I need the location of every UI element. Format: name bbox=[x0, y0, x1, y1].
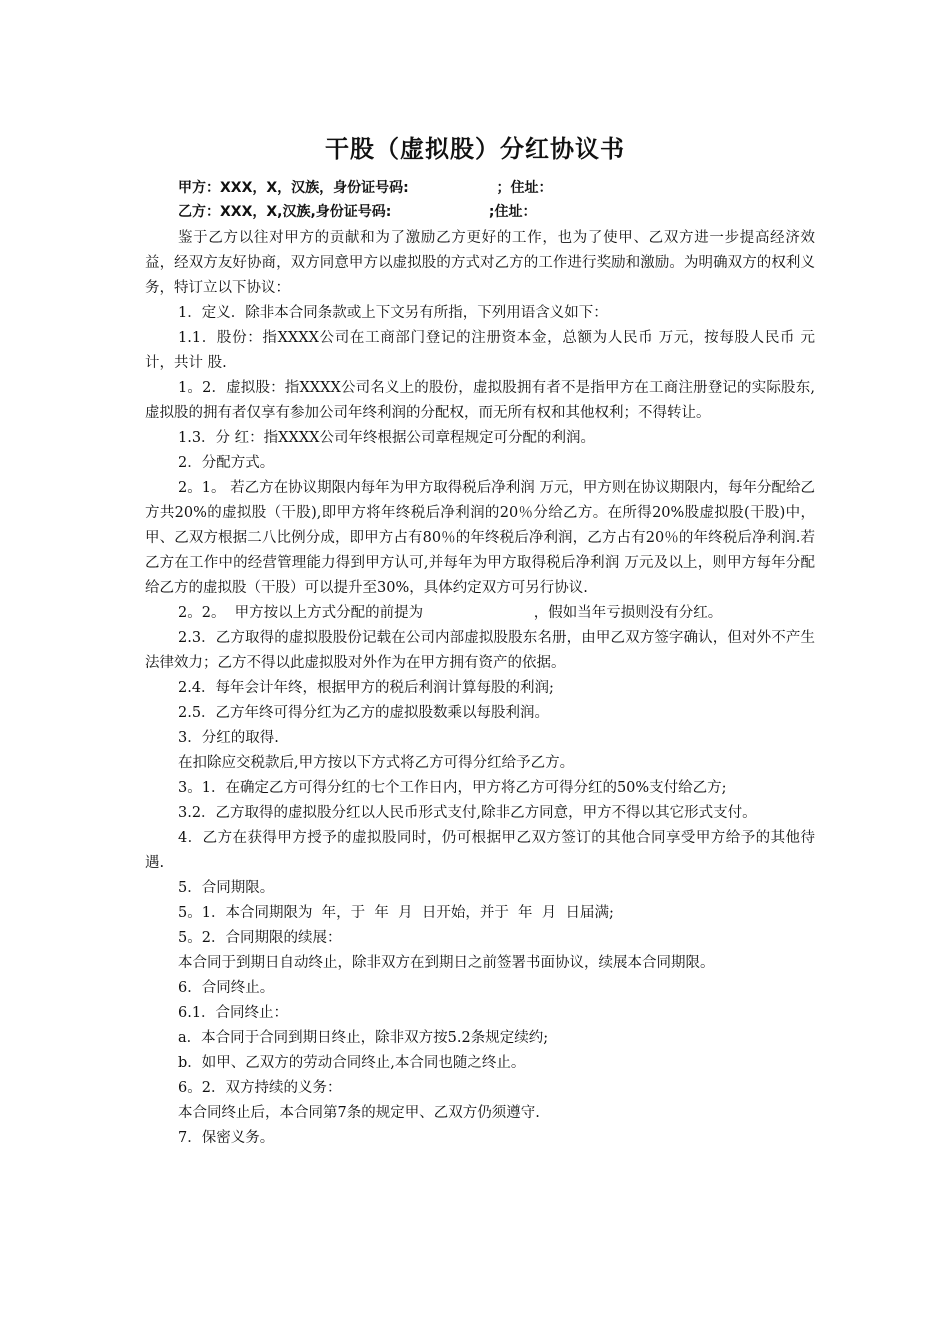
paragraph-2-3: 2.3．乙方取得的虚拟股股份记载在公司内部虚拟股股东名册，由甲乙双方签字确认，但对外不产生法律效力；乙方不得以此虚拟股对外作为在甲方拥有资产的依据。 bbox=[145, 630, 815, 671]
paragraph-6: 6．合同终止。 bbox=[178, 980, 275, 996]
paragraph-6-1-a: a．本合同于合同到期日终止，除非双方按5.2条规定续约; bbox=[178, 1030, 549, 1046]
paragraph-5-2: 5。2．合同期限的续展： bbox=[178, 930, 342, 946]
paragraph-3-2: 3.2．乙方取得的虚拟股分红以人民币形式支付,除非乙方同意，甲方不得以其它形式支付。 bbox=[178, 805, 757, 821]
document-title: 干股（虚拟股）分红协议书 bbox=[325, 135, 625, 163]
paragraph-1: 1．定义．除非本合同条款或上下文另有所指，下列用语含义如下： bbox=[178, 305, 608, 321]
paragraph-2-1: 2。1。 若乙方在协议期限内每年为甲方取得税后净利润 万元，甲方则在协议期限内，每年分配给乙方共20%的虚拟股（干股),即甲方将年终税后净利润的20％分给乙方。在所得20%股虚拟股(干股)中，甲、乙双方根据二八比例分成，即甲方占有80％的年终税后净利润，乙方占有20％的年终税后净利润.若乙方在工作中的经营管理能力得到甲方认可,并每年为甲方取得税后净利润 万元及以上，则甲方每年分配给乙方的虚拟股（干股）可以提升至30%，具体约定双方可另行协议. bbox=[145, 480, 815, 596]
paragraph-4: 4．乙方在获得甲方授予的虚拟股同时，仍可根据甲乙双方签订的其他合同享受甲方给予的其他待遇. bbox=[145, 830, 815, 871]
paragraph-6-1: 6.1．合同终止： bbox=[178, 1005, 289, 1021]
paragraph-5-2-text: 本合同于到期日自动终止，除非双方在到期日之前签署书面协议，续展本合同期限。 bbox=[178, 955, 715, 971]
paragraph-1-3: 1.3．分 红：指XXXX公司年终根据公司章程规定可分配的利润。 bbox=[178, 430, 595, 446]
party-b-line: 乙方：XXX，X,汉族,身份证号码: ;住址： bbox=[178, 204, 537, 220]
paragraph-5-1: 5。1．本合同期限为 年，于 年 月 日开始，并于 年 月 日届满; bbox=[178, 905, 614, 921]
paragraph-2-5: 2.5．乙方年终可得分红为乙方的虚拟股数乘以每股利润。 bbox=[178, 705, 550, 721]
paragraph-3-1: 3。1．在确定乙方可得分红的七个工作日内，甲方将乙方可得分红的50%支付给乙方; bbox=[178, 780, 727, 796]
paragraph-6-2-text: 本合同终止后，本合同第7条的规定甲、乙双方仍须遵守. bbox=[178, 1105, 540, 1121]
paragraph-1-1: 1.1．股份：指XXXX公司在工商部门登记的注册资本金，总额为人民币 万元，按每股人民币 元计，共计 股. bbox=[145, 330, 815, 371]
paragraph-7: 7．保密义务。 bbox=[178, 1130, 275, 1146]
paragraph-2: 2．分配方式。 bbox=[178, 455, 275, 471]
paragraph-1-2: 1。2．虚拟股：指XXXX公司名义上的股份，虚拟股拥有者不是指甲方在工商注册登记的实际股东,虚拟股的拥有者仅享有参加公司年终利润的分配权，而无所有权和其他权利；不得转让。 bbox=[145, 380, 815, 421]
paragraph-2-4: 2.4．每年会计年终，根据甲方的税后利润计算每股的利润; bbox=[178, 680, 554, 696]
document-body bbox=[145, 226, 815, 1151]
paragraph-5: 5．合同期限。 bbox=[178, 880, 275, 896]
paragraph-3-intro: 在扣除应交税款后,甲方按以下方式将乙方可得分红给予乙方。 bbox=[178, 755, 575, 771]
paragraph-2-2: 2。2。 甲方按以上方式分配的前提为 ，假如当年亏损则没有分红。 bbox=[178, 605, 723, 621]
paragraph-6-1-b: b．如甲、乙双方的劳动合同终止,本合同也随之终止。 bbox=[178, 1055, 526, 1071]
paragraph-3: 3．分红的取得. bbox=[178, 730, 279, 746]
paragraph-6-2: 6。2．双方持续的义务： bbox=[178, 1080, 342, 1096]
paragraph-preamble: 鉴于乙方以往对甲方的贡献和为了激励乙方更好的工作，也为了使甲、乙双方进一步提高经济效益，经双方友好协商，双方同意甲方以虚拟股的方式对乙方的工作进行奖励和激励。为明确双方的权利义务，特订立以下协议： bbox=[145, 230, 815, 296]
party-a-line: 甲方：XXX，X，汉族，身份证号码: ；住址： bbox=[178, 180, 553, 196]
